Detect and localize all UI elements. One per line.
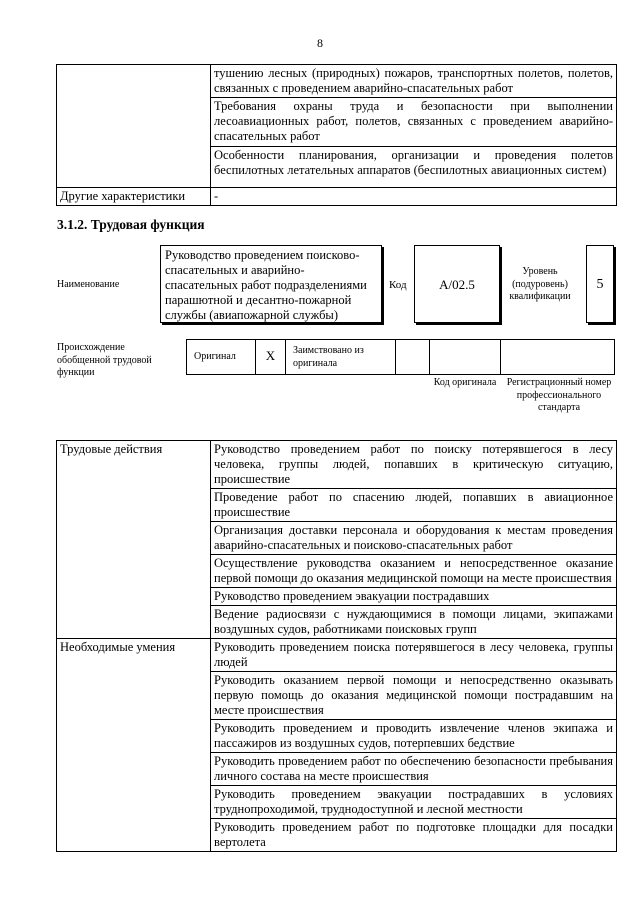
code-value: А/02.5: [414, 245, 500, 323]
code-label: Код: [389, 279, 407, 291]
skill: Руководить проведением поиска потерявшегося в лесу человека, группы людей: [211, 639, 617, 672]
labor-action: Руководство проведением эвакуации пострадавших: [211, 588, 617, 606]
table-cell: тушению лесных (природных) пожаров, транспортных полетов, полетов, связанных с проведением аварийно-спасательных работ: [211, 65, 617, 98]
borrowed-mark-cell: [395, 339, 430, 375]
labor-action: Проведение работ по спасению людей, попавших в авиационное происшествие: [211, 489, 617, 522]
page-number: 8: [317, 36, 323, 50]
table-row: [57, 188, 617, 206]
code-original-label: Код оригинала: [433, 377, 497, 388]
table-row: [57, 65, 617, 98]
table-cell: Особенности планирования, организации и проведения полетов беспилотных летательных аппаратов (беспилотных авиационных систем): [211, 147, 617, 188]
labor-action: Осуществление руководства оказанием и непосредственное оказание первой помощи до оказания медицинской помощи на месте происшествия: [211, 555, 617, 588]
skill: Руководить проведением работ по обеспечению безопасности пребывания личного состава на месте происшествия: [211, 753, 617, 786]
original-mark: X: [265, 348, 276, 363]
empty-cell: [57, 65, 211, 188]
level-value: 5: [586, 245, 614, 323]
code-original-cell: [429, 339, 501, 375]
top-table: [56, 64, 617, 206]
skill: Руководить оказанием первой помощи и непосредственно оказывать первую помощь до оказания медицинской помощи пострадавшим на месте происшествия: [211, 672, 617, 720]
name-value: Руководство проведением поисково-спасательных и аварийно-спасательных работ подразделениями парашютной и десантно-пожарной службы (авиапожарной службы): [160, 245, 382, 323]
skill: Руководить проведением работ по подготовке площадки для посадки вертолета: [211, 819, 617, 852]
origin-label: Происхождение обобщенной трудовой функции: [57, 342, 152, 378]
original-label: Оригинал: [194, 351, 236, 362]
borrowed-label: Заимствовано из оригинала: [293, 345, 364, 369]
other-characteristics-label: Другие характеристики: [57, 188, 211, 206]
name-label: Наименование: [57, 279, 120, 290]
skills-label: Необходимые умения: [57, 639, 211, 852]
level-label: Уровень (подуровень) квалификации: [509, 266, 571, 302]
labor-actions-label: Трудовые действия: [57, 441, 211, 639]
table-cell: Требования охраны труда и безопасности при выполнении лесоавиационных работ, полетов, связанных с проведением аварийно-спасательных работ: [211, 98, 617, 147]
labor-action: Организация доставки персонала и оборудования к местам проведения аварийно-спасательных и поисково-спасательных работ: [211, 522, 617, 555]
skill: Руководить проведением эвакуации пострадавших в условиях труднопроходимой, труднодоступной и лесной местности: [211, 786, 617, 819]
other-characteristics-value: -: [211, 188, 617, 206]
labor-action: Ведение радиосвязи с нуждающимися в помощи лицами, экипажами воздушных судов, работниками поисковых групп: [211, 606, 617, 639]
table-row: [57, 639, 617, 672]
skill: Руководить проведением и проводить извлечение членов экипажа и пассажиров из воздушных судов, потерпевших бедствие: [211, 720, 617, 753]
main-table: [56, 440, 617, 852]
table-row: [57, 441, 617, 489]
reg-number-label: Регистрационный номер профессионального стандарта: [506, 377, 612, 413]
section-heading: 3.1.2. Трудовая функция: [57, 217, 205, 232]
labor-action: Руководство проведением работ по поиску потерявшегося в лесу человека, группы людей, попавших в критическую ситуацию, происшествие: [211, 441, 617, 489]
